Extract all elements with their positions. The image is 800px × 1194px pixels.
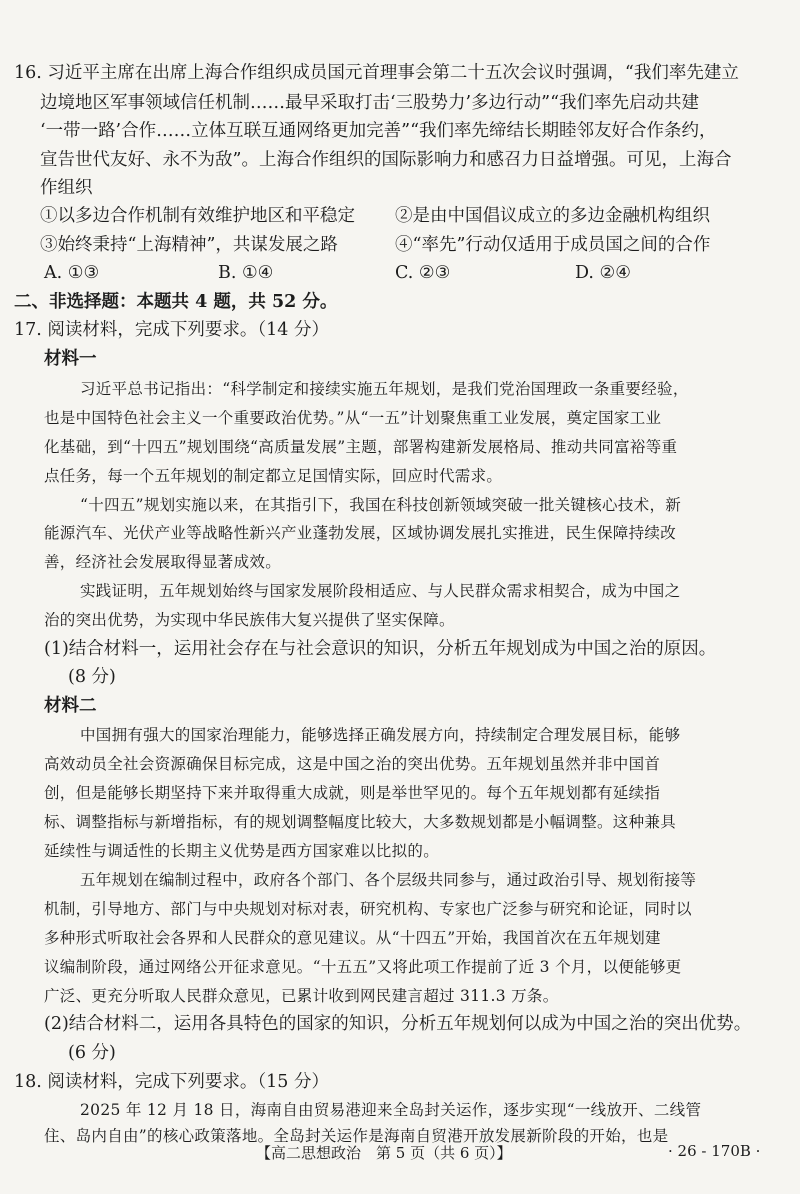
- q16-line-4: 宣告世代友好、永不为敌”。上海合作组织的国际影响力和感召力日益增强。可见，上海合: [40, 150, 732, 170]
- q17-material-2-title: 材料二: [44, 696, 97, 716]
- q17-m2-line-6: 五年规划在编制过程中，政府各个部门、各个层级共同参与，通过政治引导、规划衔接等: [80, 871, 697, 889]
- q17-m1-line-6: 能源汽车、光伏产业等战略性新兴产业蓬勃发展，区域协调发展扎实推进，民生保障持续改: [44, 524, 677, 542]
- q17-m2-line-10: 广泛、更充分听取人民群众意见，已累计收到网民建言超过 311.3 万条。: [44, 987, 559, 1005]
- q18-line-2: 住、岛内自由”的核心政策落地。全岛封关运作是海南自贸港开放发展新阶段的开始，也是: [44, 1127, 669, 1145]
- q17-material-1-title: 材料一: [44, 349, 97, 369]
- q16-line-1: 16. 习近平主席在出席上海合作组织成员国元首理事会第二十五次会议时强调，“我们率先建立: [14, 63, 739, 83]
- q17-header: 17. 阅读材料，完成下列要求。（14 分）: [14, 320, 329, 340]
- q17-m1-line-2: 也是中国特色社会主义一个重要政治优势。”从“一五”计划聚焦重工业发展，奠定国家工业: [44, 409, 662, 427]
- exam-code: · 26 - 170B ·: [668, 1142, 761, 1160]
- q17-m1-line-3: 化基础，到“十四五”规划围绕“高质量发展”主题，部署构建新发展格局、推动共同富裕等重: [44, 438, 678, 456]
- q17-m2-line-8: 多种形式听取社会各界和人民群众的意见建议。从“十四五”开始，我国首次在五年规划建: [44, 929, 661, 947]
- q17-subquestion-2-score: (6 分): [68, 1043, 116, 1063]
- q17-m2-line-5: 延续性与调适性的长期主义优势是西方国家难以比拟的。: [44, 842, 440, 860]
- q17-m1-line-7: 善，经济社会发展取得显著成效。: [44, 553, 282, 571]
- q17-m1-line-9: 治的突出优势，为实现中华民族伟大复兴提供了坚实保障。: [44, 611, 455, 629]
- q17-m2-line-9: 议编制阶段，通过网络公开征求意见。“十五五”又将此项工作提前了近 3 个月，以便能够更: [44, 958, 682, 976]
- q17-subquestion-2: (2)结合材料二，运用各具特色的国家的知识，分析五年规划何以成为中国之治的突出优势。: [44, 1014, 752, 1034]
- q16-choice-d: D. ②④: [575, 263, 631, 283]
- q17-m1-line-8: 实践证明，五年规划始终与国家发展阶段相适应、与人民群众需求相契合，成为中国之: [80, 582, 681, 600]
- q17-subquestion-1: (1)结合材料一，运用社会存在与社会意识的知识，分析五年规划成为中国之治的原因。: [44, 639, 717, 659]
- q16-option-2: ②是由中国倡议成立的多边金融机构组织: [395, 206, 710, 226]
- q17-m1-line-1: 习近平总书记指出：“科学制定和接续实施五年规划，是我们党治国理政一条重要经验，: [80, 380, 689, 398]
- q17-m1-line-5: “十四五”规划实施以来，在其指引下，我国在科技创新领域突破一批关键核心技术，新: [80, 496, 682, 514]
- page-footer: 【高二思想政治 第 5 页（共 6 页）】: [256, 1144, 512, 1162]
- q16-option-4: ④“率先”行动仅适用于成员国之间的合作: [395, 235, 711, 255]
- q17-m2-line-7: 机制，引导地方、部门与中央规划对标对表，研究机构、专家也广泛参与研究和论证，同时以: [44, 900, 692, 918]
- q16-line-2: 边境地区军事领域信任机制……最早采取打击‘三股势力’多边行动”“我们率先启动共建: [40, 93, 700, 113]
- q16-choice-b: B. ①④: [218, 263, 274, 283]
- q17-m2-line-4: 标、调整指标与新增指标，有的规划调整幅度比较大，大多数规划都是小幅调整。这种兼具: [44, 813, 677, 831]
- q16-choice-a: A. ①③: [44, 263, 100, 283]
- q18-header: 18. 阅读材料，完成下列要求。（15 分）: [14, 1072, 329, 1092]
- q18-line-1: 2025 年 12 月 18 日，海南自由贸易港迎来全岛封关运作，逐步实现“一线放开、二线管: [80, 1101, 702, 1119]
- q16-line-3: ‘一带一路’合作……立体互联互通网络更加完善”“我们率先缔结长期睦邻友好合作条约，: [40, 121, 717, 141]
- q17-m2-line-2: 高效动员全社会资源确保目标完成，这是中国之治的突出优势。五年规划虽然并非中国首: [44, 755, 661, 773]
- q17-subquestion-1-score: (8 分): [68, 667, 116, 687]
- q17-m2-line-3: 创，但是能够长期坚持下来并取得重大成就，则是举世罕见的。每个五年规划都有延续指: [44, 784, 661, 802]
- q17-m2-line-1: 中国拥有强大的国家治理能力，能够选择正确发展方向，持续制定合理发展目标，能够: [80, 726, 681, 744]
- section-2-heading: 二、非选择题：本题共 4 题，共 52 分。: [14, 292, 338, 312]
- q16-line-5: 作组织: [40, 178, 93, 198]
- q16-choice-c: C. ②③: [395, 263, 451, 283]
- q16-option-3: ③始终秉持“上海精神”，共谋发展之路: [40, 235, 338, 255]
- q17-m1-line-4: 点任务，每一个五年规划的制定都立足国情实际，回应时代需求。: [44, 467, 503, 485]
- q16-option-1: ①以多边合作机制有效维护地区和平稳定: [40, 206, 355, 226]
